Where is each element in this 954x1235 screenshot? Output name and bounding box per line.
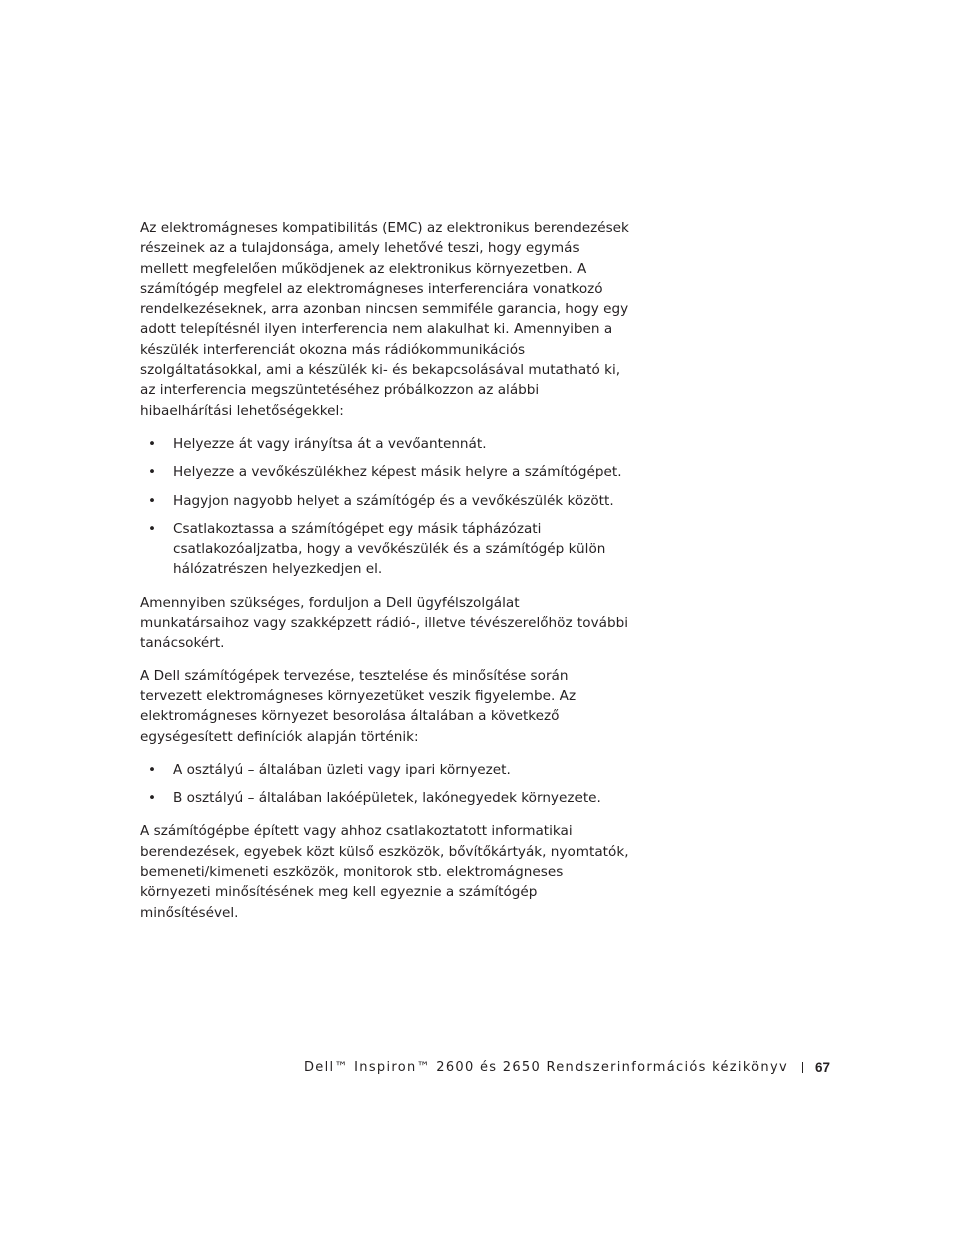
list-item-text: B osztályú – általában lakóépületek, lakónegyedek környezete. xyxy=(173,790,601,807)
emc-intro-paragraph: Az elektromágneses kompatibilitás (EMC) az elektronikus berendezések részeinek az a tulajdonsága, amely lehetővé teszi, hogy egymás mellett megfelelően működjenek az elektronikus környezetben. A számítógép megfelel az elektromágneses interferenciára vonatkozó rendelkezéseknek, arra azonban nincsen semmiféle garancia, hogy egy adott telepítésnél ilyen interferencia nem alakulhat ki. Amennyiben a készülék interferenciát okozna más rádiókommunikációs szolgáltatásokkal, ami a készülék ki- és bekapcsolásával mutatható ki, az interferencia megszüntetéséhez próbálkozzon az alábbi hibaelhárítási lehetőségekkel: xyxy=(140,220,629,419)
list-item xyxy=(140,491,632,511)
list-item xyxy=(140,462,632,482)
environment-paragraph: A Dell számítógépek tervezése, tesztelése és minősítése során tervezett elektromágneses környezetüket veszik figyelembe. Az elektromágneses környezet besorolása általában a következő egységesített definíciók alapján történik: xyxy=(140,667,577,745)
page-footer xyxy=(304,1060,830,1075)
support-paragraph: Amennyiben szükséges, forduljon a Dell ügyfélszolgálat munkatársaihoz vagy szakképzett rádió-, illetve tévészerelőhöz további tanácsokért. xyxy=(140,594,628,652)
document-body xyxy=(140,218,632,923)
bullet-icon: • xyxy=(148,520,157,537)
list-item xyxy=(140,434,632,454)
list-item-text: Helyezze a vevőkészülékhez képest másik helyre a számítógépet. xyxy=(173,464,622,481)
page-number: 67 xyxy=(814,1060,830,1075)
environment-class-list xyxy=(140,760,632,809)
bullet-icon: • xyxy=(148,761,157,778)
footer-title: Dell™ Inspiron™ 2600 és 2650 Rendszerinformációs kézikönyv xyxy=(304,1060,788,1075)
bullet-icon: • xyxy=(148,435,157,452)
list-item xyxy=(140,519,632,580)
equipment-paragraph: A számítógépbe épített vagy ahhoz csatlakoztatott informatikai berendezések, egyebek közt külső eszközök, bővítőkártyák, nyomtatók, bemeneti/kimeneti eszközök, monitorok stb. elektromágneses környezeti minősítésének meg kell egyeznie a számítógép minősítésével. xyxy=(140,823,629,921)
footer-divider xyxy=(802,1062,803,1073)
list-item-text: Hagyjon nagyobb helyet a számítógép és a vevőkészülék között. xyxy=(173,492,614,509)
list-item xyxy=(140,760,632,780)
list-item-text: Csatlakoztassa a számítógépet egy másik tápházózati csatlakozóaljzatba, hogy a vevőkészülék és a számítógép külön hálózatrészen helyezkedjen el. xyxy=(173,520,606,578)
bullet-icon: • xyxy=(148,464,157,481)
list-item-text: A osztályú – általában üzleti vagy ipari környezet. xyxy=(173,761,511,778)
bullet-icon: • xyxy=(148,492,157,509)
troubleshooting-list xyxy=(140,434,632,580)
list-item xyxy=(140,788,632,808)
list-item-text: Helyezze át vagy irányítsa át a vevőantennát. xyxy=(173,435,487,452)
bullet-icon: • xyxy=(148,790,157,807)
